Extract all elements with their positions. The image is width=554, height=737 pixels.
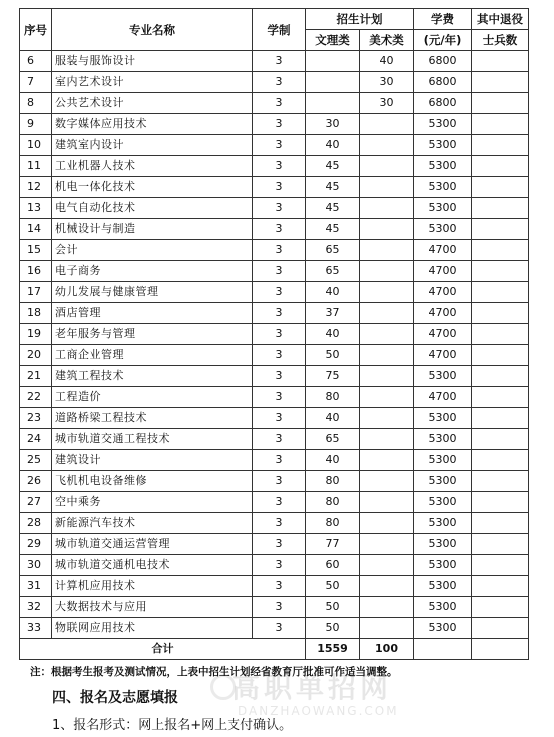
cell-veterans [472, 429, 529, 450]
cell-plan-fine-arts [360, 282, 414, 303]
cell-plan-fine-arts: 40 [360, 51, 414, 72]
cell-major-name: 工商企业管理 [52, 345, 253, 366]
total-row [20, 639, 529, 660]
table-row [20, 324, 529, 345]
header-plan-fine-arts: 美术类 [360, 30, 414, 51]
cell-plan-arts: 80 [306, 492, 360, 513]
cell-veterans [472, 471, 529, 492]
cell-veterans [472, 366, 529, 387]
cell-major-name: 建筑室内设计 [52, 135, 253, 156]
cell-veterans [472, 72, 529, 93]
cell-veterans [472, 324, 529, 345]
cell-fee: 5300 [414, 198, 472, 219]
cell-major-name: 老年服务与管理 [52, 324, 253, 345]
table-row [20, 345, 529, 366]
cell-veterans [472, 387, 529, 408]
table-row [20, 240, 529, 261]
cell-years: 3 [253, 261, 306, 282]
cell-plan-fine-arts [360, 345, 414, 366]
cell-major-name: 酒店管理 [52, 303, 253, 324]
header-fee-line2: (元/年) [414, 30, 472, 51]
cell-veterans [472, 576, 529, 597]
cell-fee: 4700 [414, 282, 472, 303]
table-row [20, 177, 529, 198]
total-arts: 1559 [306, 639, 360, 660]
cell-major-name: 空中乘务 [52, 492, 253, 513]
cell-years: 3 [253, 114, 306, 135]
cell-years: 3 [253, 219, 306, 240]
cell-no: 25 [20, 450, 52, 471]
cell-plan-fine-arts [360, 261, 414, 282]
cell-veterans [472, 240, 529, 261]
total-label: 合计 [20, 639, 306, 660]
section-title: 四、报名及志愿填报 [52, 690, 178, 706]
cell-fee: 6800 [414, 72, 472, 93]
cell-plan-fine-arts [360, 429, 414, 450]
table-row [20, 576, 529, 597]
cell-plan-fine-arts: 30 [360, 72, 414, 93]
cell-no: 15 [20, 240, 52, 261]
cell-years: 3 [253, 198, 306, 219]
cell-veterans [472, 114, 529, 135]
cell-fee: 4700 [414, 387, 472, 408]
cell-fee: 5300 [414, 555, 472, 576]
cell-plan-arts: 40 [306, 282, 360, 303]
cell-plan-arts: 65 [306, 240, 360, 261]
cell-years: 3 [253, 303, 306, 324]
cell-plan-arts: 50 [306, 597, 360, 618]
cell-major-name: 工程造价 [52, 387, 253, 408]
cell-plan-fine-arts [360, 513, 414, 534]
cell-years: 3 [253, 555, 306, 576]
cell-major-name: 城市轨道交通工程技术 [52, 429, 253, 450]
cell-years: 3 [253, 156, 306, 177]
cell-no: 23 [20, 408, 52, 429]
enrollment-plan-table [19, 8, 529, 660]
cell-plan-fine-arts [360, 387, 414, 408]
cell-fee: 6800 [414, 51, 472, 72]
cell-major-name: 城市轨道交通机电技术 [52, 555, 253, 576]
cell-years: 3 [253, 177, 306, 198]
cell-plan-arts: 65 [306, 429, 360, 450]
cell-no: 21 [20, 366, 52, 387]
cell-plan-fine-arts [360, 135, 414, 156]
table-row [20, 597, 529, 618]
cell-no: 20 [20, 345, 52, 366]
cell-plan-fine-arts [360, 534, 414, 555]
cell-plan-arts [306, 51, 360, 72]
header-veterans-line1: 其中退役 [472, 9, 529, 30]
table-note: 注：根据考生报考及测试情况，上表中招生计划经省教育厅批准可作适当调整。 [30, 666, 398, 678]
cell-years: 3 [253, 618, 306, 639]
cell-veterans [472, 408, 529, 429]
cell-fee: 5300 [414, 156, 472, 177]
cell-no: 14 [20, 219, 52, 240]
cell-veterans [472, 156, 529, 177]
cell-plan-arts: 75 [306, 366, 360, 387]
cell-plan-arts: 80 [306, 471, 360, 492]
cell-major-name: 飞机机电设备维修 [52, 471, 253, 492]
cell-major-name: 数字媒体应用技术 [52, 114, 253, 135]
cell-plan-fine-arts [360, 471, 414, 492]
cell-veterans [472, 282, 529, 303]
cell-major-name: 机械设计与制造 [52, 219, 253, 240]
cell-fee: 5300 [414, 177, 472, 198]
cell-major-name: 电子商务 [52, 261, 253, 282]
cell-plan-arts: 45 [306, 219, 360, 240]
cell-major-name: 新能源汽车技术 [52, 513, 253, 534]
cell-major-name: 机电一体化技术 [52, 177, 253, 198]
cell-plan-arts: 80 [306, 387, 360, 408]
cell-plan-arts: 50 [306, 345, 360, 366]
table-row [20, 156, 529, 177]
watermark-text: 高职单招网 [232, 671, 393, 704]
cell-plan-fine-arts [360, 450, 414, 471]
cell-years: 3 [253, 471, 306, 492]
cell-years: 3 [253, 282, 306, 303]
table-row [20, 429, 529, 450]
header-no: 序号 [20, 9, 52, 51]
cell-major-name: 公共艺术设计 [52, 93, 253, 114]
cell-veterans [472, 555, 529, 576]
table-row [20, 114, 529, 135]
registration-method: 1、报名形式：网上报名+网上支付确认。 [52, 718, 293, 733]
cell-plan-fine-arts [360, 576, 414, 597]
cell-fee: 4700 [414, 345, 472, 366]
cell-veterans [472, 450, 529, 471]
cell-major-name: 室内艺术设计 [52, 72, 253, 93]
header-years: 学制 [253, 9, 306, 51]
cell-no: 29 [20, 534, 52, 555]
cell-years: 3 [253, 513, 306, 534]
cell-plan-arts: 77 [306, 534, 360, 555]
cell-no: 26 [20, 471, 52, 492]
total-fee [414, 639, 472, 660]
cell-major-name: 道路桥梁工程技术 [52, 408, 253, 429]
cell-plan-arts: 50 [306, 618, 360, 639]
cell-major-name: 幼儿发展与健康管理 [52, 282, 253, 303]
cell-years: 3 [253, 93, 306, 114]
cell-years: 3 [253, 345, 306, 366]
cell-veterans [472, 534, 529, 555]
cell-veterans [472, 303, 529, 324]
table-row [20, 51, 529, 72]
cell-no: 32 [20, 597, 52, 618]
cell-no: 28 [20, 513, 52, 534]
cell-major-name: 电气自动化技术 [52, 198, 253, 219]
table-row [20, 618, 529, 639]
cell-veterans [472, 219, 529, 240]
table-row [20, 282, 529, 303]
cell-major-name: 物联网应用技术 [52, 618, 253, 639]
table-row [20, 219, 529, 240]
table-row [20, 198, 529, 219]
cell-no: 30 [20, 555, 52, 576]
cell-plan-fine-arts: 30 [360, 93, 414, 114]
cell-no: 9 [20, 114, 52, 135]
cell-no: 31 [20, 576, 52, 597]
cell-fee: 4700 [414, 261, 472, 282]
table-row [20, 93, 529, 114]
table-row [20, 387, 529, 408]
cell-veterans [472, 51, 529, 72]
cell-no: 27 [20, 492, 52, 513]
cell-fee: 6800 [414, 93, 472, 114]
cell-plan-arts: 40 [306, 450, 360, 471]
cell-years: 3 [253, 534, 306, 555]
cell-no: 22 [20, 387, 52, 408]
cell-plan-fine-arts [360, 219, 414, 240]
cell-major-name: 大数据技术与应用 [52, 597, 253, 618]
table-row [20, 450, 529, 471]
header-veterans-line2: 士兵数 [472, 30, 529, 51]
cell-no: 19 [20, 324, 52, 345]
cell-fee: 4700 [414, 324, 472, 345]
cell-years: 3 [253, 576, 306, 597]
header-name: 专业名称 [52, 9, 253, 51]
cell-plan-arts: 45 [306, 156, 360, 177]
cell-plan-fine-arts [360, 324, 414, 345]
table-body [20, 51, 529, 639]
cell-plan-fine-arts [360, 303, 414, 324]
cell-no: 33 [20, 618, 52, 639]
table-row [20, 135, 529, 156]
cell-plan-arts: 50 [306, 576, 360, 597]
cell-plan-fine-arts [360, 597, 414, 618]
cell-plan-arts [306, 93, 360, 114]
table-row [20, 408, 529, 429]
cell-years: 3 [253, 72, 306, 93]
cell-no: 8 [20, 93, 52, 114]
cell-plan-arts: 30 [306, 114, 360, 135]
cell-fee: 5300 [414, 219, 472, 240]
cell-plan-arts: 65 [306, 261, 360, 282]
cell-years: 3 [253, 324, 306, 345]
cell-plan-arts: 60 [306, 555, 360, 576]
cell-plan-arts: 40 [306, 324, 360, 345]
table-row [20, 303, 529, 324]
cell-fee: 5300 [414, 366, 472, 387]
cell-veterans [472, 513, 529, 534]
cell-plan-fine-arts [360, 240, 414, 261]
header-plan-arts: 文理类 [306, 30, 360, 51]
cell-veterans [472, 93, 529, 114]
cell-no: 11 [20, 156, 52, 177]
cell-major-name: 城市轨道交通运营管理 [52, 534, 253, 555]
header-plan: 招生计划 [306, 9, 414, 30]
cell-plan-fine-arts [360, 408, 414, 429]
cell-fee: 5300 [414, 597, 472, 618]
cell-major-name: 会计 [52, 240, 253, 261]
cell-fee: 5300 [414, 513, 472, 534]
cell-fee: 5300 [414, 114, 472, 135]
header-fee-line1: 学费 [414, 9, 472, 30]
cell-fee: 5300 [414, 492, 472, 513]
cell-fee: 5300 [414, 135, 472, 156]
cell-years: 3 [253, 51, 306, 72]
cell-plan-arts: 37 [306, 303, 360, 324]
cell-plan-arts: 45 [306, 198, 360, 219]
cell-years: 3 [253, 429, 306, 450]
cell-plan-fine-arts [360, 555, 414, 576]
cell-fee: 5300 [414, 450, 472, 471]
cell-no: 12 [20, 177, 52, 198]
table-row [20, 513, 529, 534]
cell-fee: 5300 [414, 534, 472, 555]
cell-years: 3 [253, 240, 306, 261]
cell-fee: 5300 [414, 408, 472, 429]
cell-veterans [472, 198, 529, 219]
cell-no: 10 [20, 135, 52, 156]
table-row [20, 366, 529, 387]
cell-years: 3 [253, 366, 306, 387]
cell-no: 18 [20, 303, 52, 324]
table-row [20, 261, 529, 282]
cell-fee: 5300 [414, 576, 472, 597]
cell-veterans [472, 135, 529, 156]
cell-plan-arts [306, 72, 360, 93]
cell-plan-fine-arts [360, 366, 414, 387]
total-veterans [472, 639, 529, 660]
cell-plan-fine-arts [360, 492, 414, 513]
cell-no: 7 [20, 72, 52, 93]
table-row [20, 555, 529, 576]
cell-plan-arts: 45 [306, 177, 360, 198]
cell-fee: 4700 [414, 240, 472, 261]
table-row [20, 534, 529, 555]
cell-plan-fine-arts [360, 177, 414, 198]
watermark-domain: DANZHAOWANG.COM [238, 704, 399, 718]
cell-plan-arts: 80 [306, 513, 360, 534]
cell-veterans [472, 597, 529, 618]
cell-plan-fine-arts [360, 114, 414, 135]
cell-no: 13 [20, 198, 52, 219]
cell-fee: 4700 [414, 303, 472, 324]
cell-no: 24 [20, 429, 52, 450]
cell-years: 3 [253, 492, 306, 513]
cell-no: 17 [20, 282, 52, 303]
cell-major-name: 建筑工程技术 [52, 366, 253, 387]
cell-plan-arts: 40 [306, 408, 360, 429]
cell-fee: 5300 [414, 429, 472, 450]
cell-veterans [472, 618, 529, 639]
table-row [20, 72, 529, 93]
cell-major-name: 工业机器人技术 [52, 156, 253, 177]
cell-plan-fine-arts [360, 618, 414, 639]
total-fine-arts: 100 [360, 639, 414, 660]
cell-fee: 5300 [414, 618, 472, 639]
cell-plan-fine-arts [360, 198, 414, 219]
cell-veterans [472, 261, 529, 282]
cell-plan-fine-arts [360, 156, 414, 177]
cell-fee: 5300 [414, 471, 472, 492]
cell-no: 6 [20, 51, 52, 72]
cell-major-name: 建筑设计 [52, 450, 253, 471]
cell-veterans [472, 345, 529, 366]
cell-years: 3 [253, 135, 306, 156]
cell-no: 16 [20, 261, 52, 282]
table-row [20, 471, 529, 492]
cell-major-name: 计算机应用技术 [52, 576, 253, 597]
cell-plan-arts: 40 [306, 135, 360, 156]
cell-years: 3 [253, 597, 306, 618]
cell-years: 3 [253, 408, 306, 429]
table-row [20, 492, 529, 513]
cell-major-name: 服装与服饰设计 [52, 51, 253, 72]
cell-veterans [472, 177, 529, 198]
cell-years: 3 [253, 387, 306, 408]
cell-years: 3 [253, 450, 306, 471]
cell-veterans [472, 492, 529, 513]
